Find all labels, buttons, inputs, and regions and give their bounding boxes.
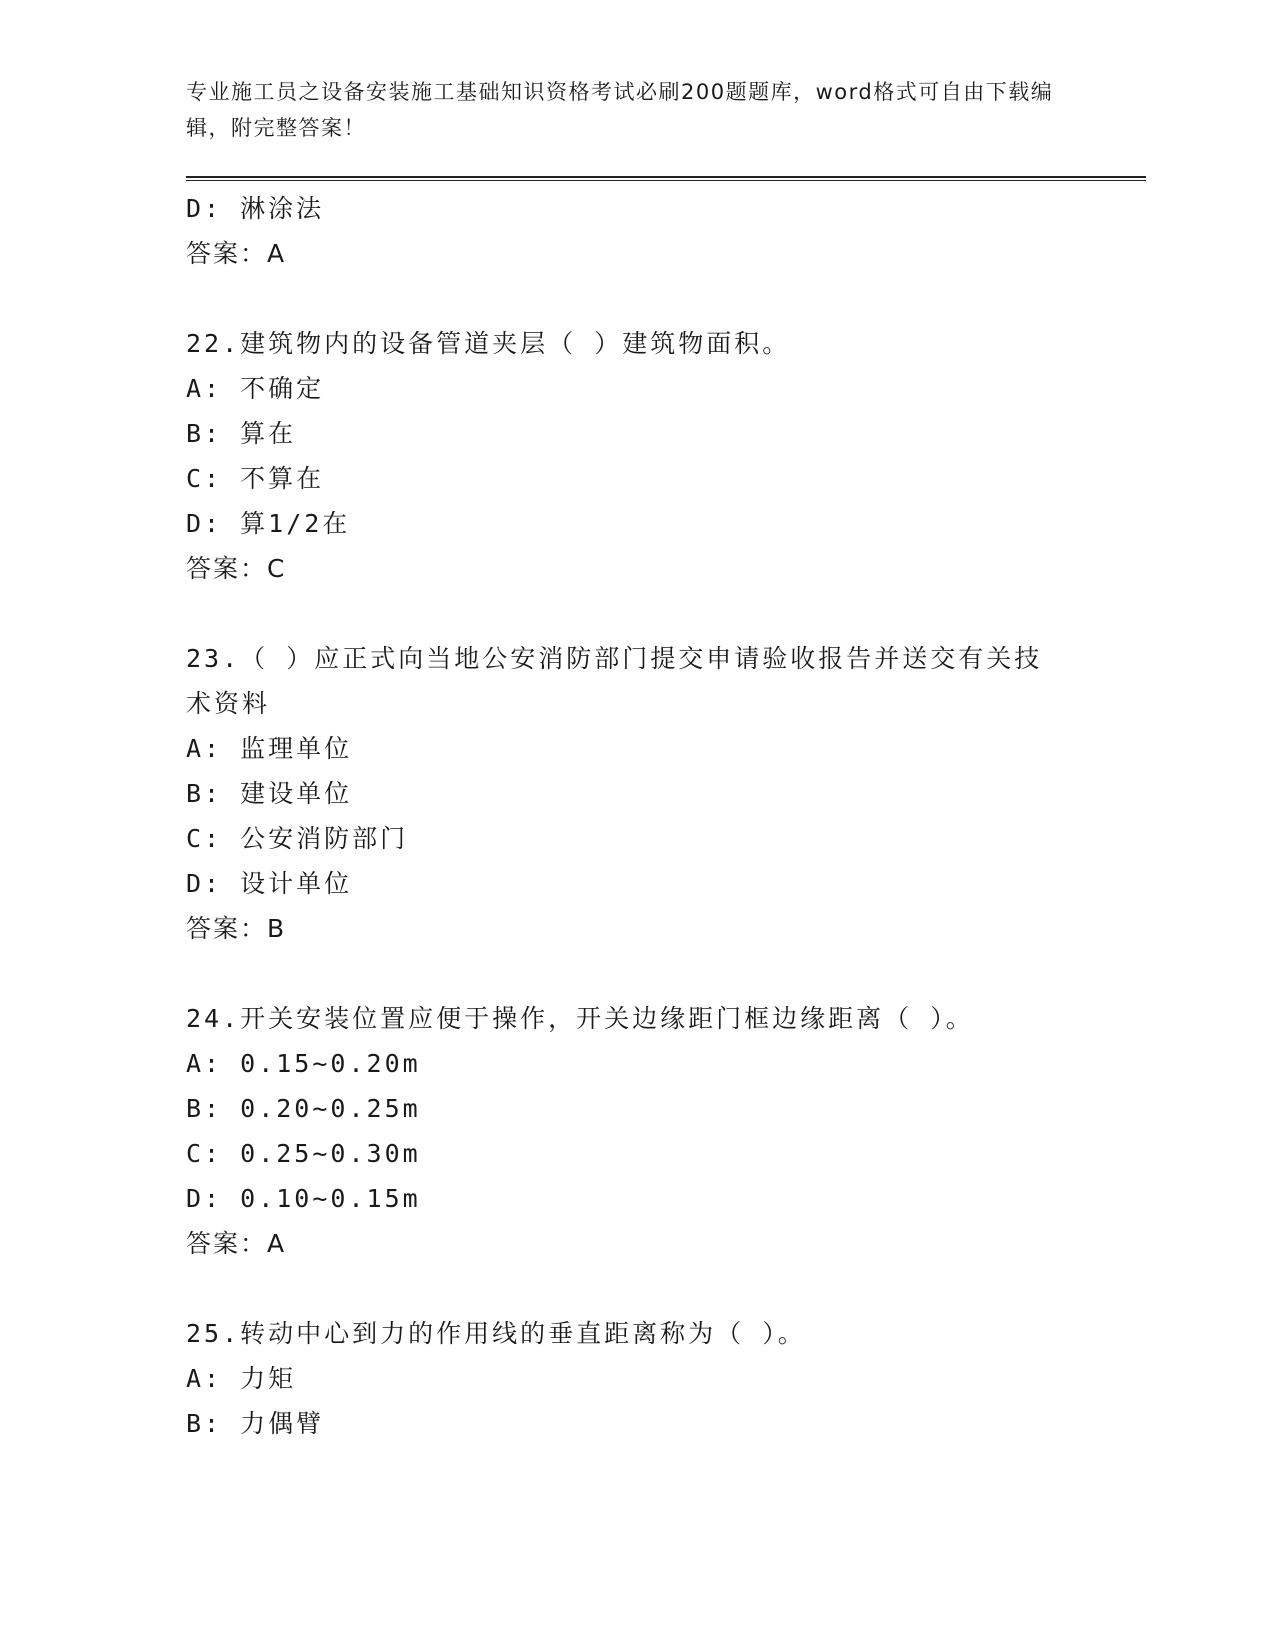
option-b: B: 算在 [186,419,297,448]
answer: 答案：B [186,914,287,943]
option-c: C: 0.25~0.30m [186,1139,421,1168]
question-stem: 25.转动中心到力的作用线的垂直距离称为（ ）。 [186,1319,806,1348]
option-b: B: 建设单位 [186,779,353,808]
question-24 [186,996,1146,1266]
question-25 [186,1311,1146,1446]
option-b: B: 力偶臂 [186,1409,325,1438]
spacer [186,591,1146,636]
option-d: D: 算1/2在 [186,509,351,538]
question-stem: 24.开关安装位置应便于操作，开关边缘距门框边缘距离（ ）。 [186,1004,974,1033]
answer: 答案：C [186,554,287,583]
question-stem: 22.建筑物内的设备管道夹层（ ）建筑物面积。 [186,329,791,358]
option-b: B: 0.20~0.25m [186,1094,421,1123]
question-list [186,186,1146,1446]
question-22 [186,321,1146,591]
option-a: A: 监理单位 [186,734,353,763]
question-23 [186,636,1146,951]
prev-answer: 答案：A [186,239,287,268]
option-c: C: 不算在 [186,464,325,493]
option-d: D: 设计单位 [186,869,353,898]
question-stem: 23.（ ）应正式向当地公安消防部门提交申请验收报告并送交有关技术资料 [186,644,1043,718]
answer: 答案：A [186,1229,287,1258]
spacer [186,951,1146,996]
option-d: D: 0.10~0.15m [186,1184,421,1213]
option-a: A: 不确定 [186,374,325,403]
spacer [186,1266,1146,1311]
option-a: A: 力矩 [186,1364,297,1393]
header-divider [186,176,1146,181]
page-header-title: 专业施工员之设备安装施工基础知识资格考试必刷200题题库，word格式可自由下载编辑，附完整答案！ [186,80,1054,140]
option-c: C: 公安消防部门 [186,824,409,853]
spacer [186,276,1146,321]
prev-option-d: D: 淋涂法 [186,194,325,223]
option-a: A: 0.15~0.20m [186,1049,421,1078]
